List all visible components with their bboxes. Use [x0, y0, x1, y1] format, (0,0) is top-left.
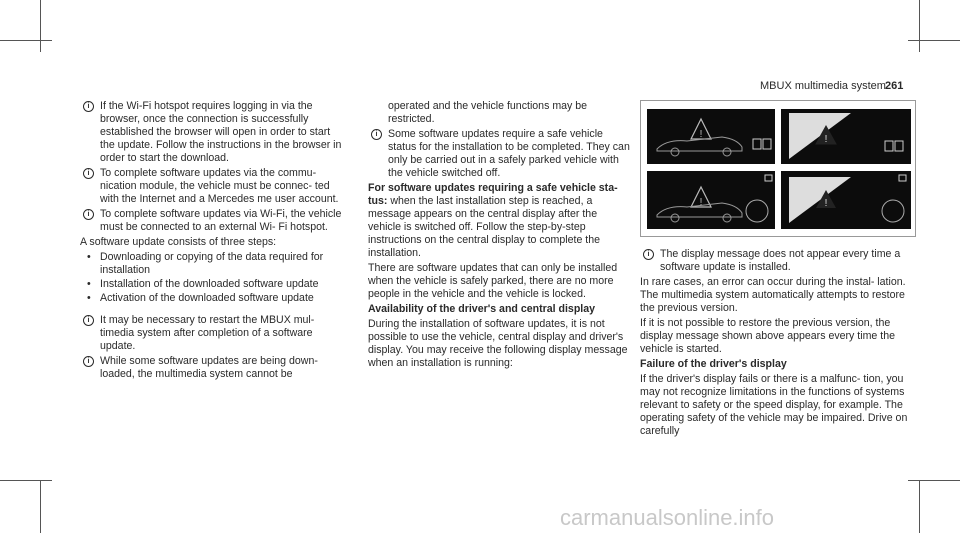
page-number: 261 — [885, 80, 904, 92]
bullet-icon: • — [87, 251, 91, 263]
central-display-panel — [781, 171, 911, 229]
paragraph: There are software updates that can only be installed when the vehicle is safely parked, there are no more people in the vehicle and the vehicle is locked. — [368, 262, 618, 300]
inline-heading: For software updates requiring a safe vehicle sta- tus: — [368, 182, 618, 207]
crop-mark — [40, 0, 41, 52]
paragraph: If it is not possible to restore the previous version, the display message shown above appears every time the vehicle is started. — [640, 317, 895, 355]
column-right — [640, 100, 916, 440]
svg-text:!: ! — [824, 198, 828, 209]
svg-text:!: ! — [699, 197, 703, 208]
paragraph: operated and the vehicle functions may be restricted. — [388, 100, 588, 125]
section-title: MBUX multimedia system — [760, 80, 886, 92]
info-icon: i — [83, 315, 94, 326]
section-heading: Availability of the driver's and central display — [368, 303, 596, 315]
crop-mark — [0, 480, 52, 481]
info-icon: i — [643, 249, 654, 260]
info-icon: i — [83, 209, 94, 220]
central-display-panel — [781, 109, 911, 164]
note: i To complete software updates via Wi-Fi, the vehicle must be connected to an external Wi- Fi hotspot. — [80, 208, 342, 234]
car-warning-graphic — [647, 171, 775, 229]
section-heading: Failure of the driver's display — [640, 358, 787, 370]
warning-graphic — [781, 171, 911, 229]
svg-text:!: ! — [824, 134, 828, 145]
info-icon: i — [83, 168, 94, 179]
paragraph: If the driver's display fails or there is a malfunc- tion, you may not recognize limitations in the functions of systems relevant to safety or the speed display, for example. The operating safety of the vehicle may be impaired. Drive on carefully — [640, 373, 908, 437]
note: i It may be necessary to restart the MBUX mul- timedia system after completion of a software update. — [80, 314, 342, 353]
warning-graphic — [781, 109, 911, 164]
driver-display-panel — [647, 171, 775, 229]
crop-mark — [908, 40, 960, 41]
note: i Some software updates require a safe vehicle status for the installation to be completed. They can only be carried out in a safely parked vehicle with the vehicle switched off. — [368, 128, 630, 180]
note: i If the Wi-Fi hotspot requires logging in via the browser, once the connection is successfully established the browser will open in order to start the update. Follow the instructions in the browser in order to start the download. — [80, 100, 342, 165]
watermark: carmanualsonline.info — [560, 505, 775, 530]
crop-mark — [908, 480, 960, 481]
paragraph: A software update consists of three steps: — [80, 236, 277, 248]
crop-mark — [40, 480, 41, 533]
note: i To complete software updates via the commu- nication module, the vehicle must be connec- ted with the Internet and a Mercedes me user account. — [80, 167, 342, 206]
car-warning-graphic — [647, 109, 775, 164]
display-message-figure — [640, 100, 916, 237]
list-item: • Installation of the downloaded software update — [87, 278, 319, 290]
crop-mark — [0, 40, 52, 41]
list-item: • Downloading or copying of the data required for installation — [87, 251, 324, 276]
info-icon: i — [371, 129, 382, 140]
list-item: • Activation of the downloaded software update — [87, 292, 314, 304]
bullet-icon: • — [87, 292, 91, 304]
note: i The display message does not appear every time a software update is installed. — [640, 248, 916, 274]
info-icon: i — [83, 356, 94, 367]
paragraph: For software updates requiring a safe vehicle sta- tus: when the last installation step is reached, a message appears on the central display after the vehicle is switched off. Follow the step-by-step instructions on the central display to complete the installation. — [368, 182, 618, 259]
bullet-icon: • — [87, 278, 91, 290]
info-icon: i — [83, 101, 94, 112]
column-middle — [368, 100, 630, 372]
crop-mark — [919, 0, 920, 52]
paragraph: In rare cases, an error can occur during the instal- lation. The multimedia system automatically attempts to restore the previous version. — [640, 276, 906, 314]
svg-text:!: ! — [699, 129, 703, 140]
crop-mark — [919, 480, 920, 533]
driver-display-panel — [647, 109, 775, 164]
column-left — [80, 100, 342, 383]
paragraph: During the installation of software updates, it is not possible to use the vehicle, central display and driver's display. You may receive the following display message when an installation is running: — [368, 318, 628, 369]
note: i While some software updates are being down- loaded, the multimedia system cannot be — [80, 355, 342, 381]
